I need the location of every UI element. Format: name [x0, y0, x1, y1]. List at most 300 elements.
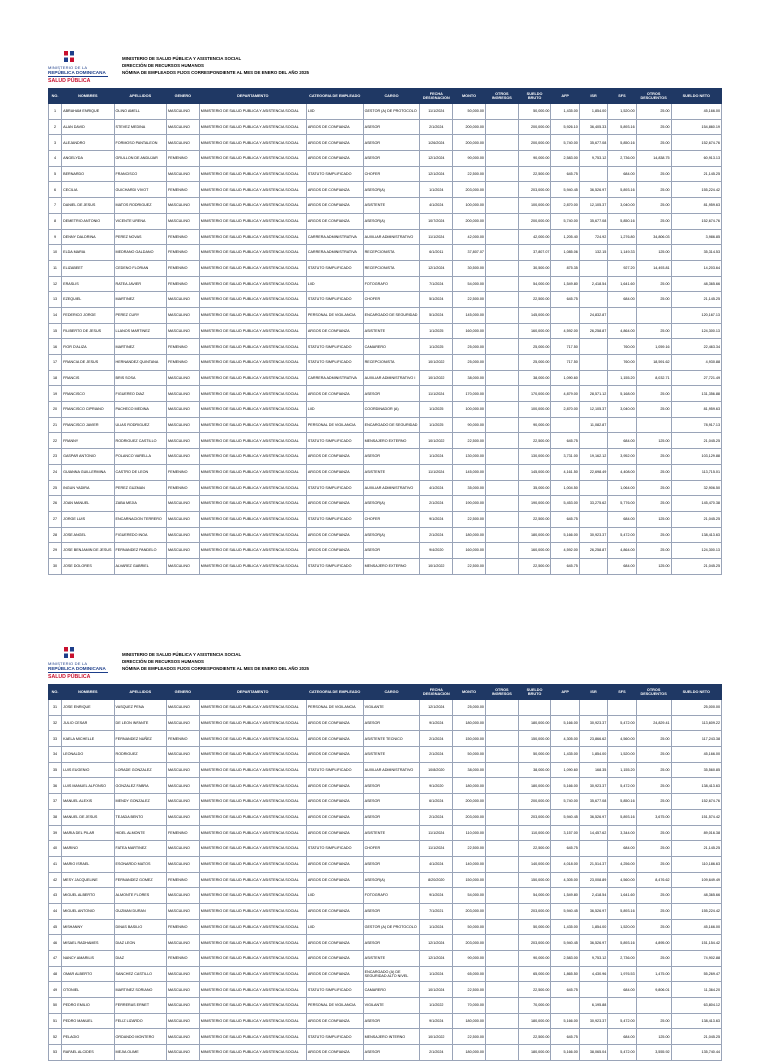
- cell-otros-ingresos: [485, 276, 518, 292]
- cell-isr: [579, 700, 607, 716]
- cell-sueldo-neto: 81,959.63: [671, 198, 721, 214]
- table-row: [49, 323, 722, 339]
- cell-no: 53: [49, 1045, 62, 1061]
- cell-departamento: MINISTERIO DE SALUD PUBLICA Y ASISTENCIA SOCIAL: [199, 292, 306, 308]
- cell-monto: 50,000.00: [453, 104, 486, 120]
- cell-sueldo-bruto: 37,807.07: [518, 245, 551, 261]
- cell-departamento: MINISTERIO DE SALUD PUBLICA Y ASISTENCIA SOCIAL: [199, 794, 306, 810]
- cell-afp: 4,161.50: [551, 464, 579, 480]
- cell-otros-ingresos: [485, 496, 518, 512]
- cell-afp: 5,940.45: [551, 182, 579, 198]
- cell-no: 42: [49, 872, 62, 888]
- cell-cargo: ASESOR: [363, 386, 420, 402]
- cell-apellidos: HIDEL ALMONTE: [114, 825, 166, 841]
- cell-fecha: 2/1/2024: [420, 809, 453, 825]
- cell-categoria: ARGOS DE CONFIANZA: [306, 951, 363, 967]
- cell-fecha: 1/1/2024: [420, 966, 453, 982]
- cell-cargo: ASISTENTE: [363, 464, 420, 480]
- cell-otros-ingresos: [485, 213, 518, 229]
- cell-cargo: ASESOR: [363, 778, 420, 794]
- cell-apellidos: FERRERAS ERNET: [114, 998, 166, 1014]
- cell-apellidos: VICENTE URENA: [114, 213, 166, 229]
- header-text: [122, 55, 309, 76]
- column-header-categoria: CATEGORIA DE EMPLEADO: [306, 685, 363, 700]
- table-row: [49, 464, 722, 480]
- cell-sueldo-neto: 117,243.38: [671, 731, 721, 747]
- department-name: DIRECCIÓN DE RECURSOS HUMANOS: [122, 63, 204, 68]
- cell-otros-descuentos: 25.00: [636, 778, 671, 794]
- cell-otros-descuentos: 25.00: [636, 951, 671, 967]
- cell-sueldo-bruto: 22,500.00: [518, 292, 551, 308]
- cell-monto: 140,000.00: [453, 856, 486, 872]
- cell-departamento: MINISTERIO DE SALUD PUBLICA Y ASISTENCIA SOCIAL: [199, 433, 306, 449]
- cell-categoria: ARGOS DE CONFIANZA: [306, 747, 363, 763]
- payroll-page-1: [0, 50, 768, 569]
- cell-sueldo-bruto: 180,000.00: [518, 1045, 551, 1061]
- cell-fecha: 12/1/2024: [420, 935, 453, 951]
- cell-genero: MASCULINO: [166, 856, 199, 872]
- cell-departamento: MINISTERIO DE SALUD PUBLICA Y ASISTENCIA SOCIAL: [199, 480, 306, 496]
- cell-no: 34: [49, 747, 62, 763]
- cell-isr: 1,854.00: [579, 104, 607, 120]
- cell-genero: MASCULINO: [166, 998, 199, 1014]
- cell-cargo: RECEPCIONISTA: [363, 260, 420, 276]
- table-row: [49, 166, 722, 182]
- cell-apellidos: ZABA MEJIA: [114, 496, 166, 512]
- cell-monto: 22,500.00: [453, 433, 486, 449]
- logo-text-top: MINISTERIO DE LA: [48, 661, 88, 666]
- cell-genero: MASCULINO: [166, 511, 199, 527]
- column-header-isr: ISR: [579, 685, 607, 700]
- cell-otros-ingresos: [485, 151, 518, 167]
- cell-apellidos: DIAZ: [114, 951, 166, 967]
- cell-no: 20: [49, 402, 62, 418]
- cell-isr: 30,923.37: [579, 1013, 607, 1029]
- cell-otros-descuentos: 25.00: [636, 762, 671, 778]
- cell-cargo: GESTOR (A) DE PROTOCOLO: [363, 919, 420, 935]
- table-row: [49, 903, 722, 919]
- table-row: [49, 747, 722, 763]
- cell-categoria: PERSONAL DE VIGILANCIA: [306, 700, 363, 716]
- cell-sueldo-neto: 155,224.42: [671, 182, 721, 198]
- cell-cargo: RECEPCIONISTA: [363, 355, 420, 371]
- cell-departamento: MINISTERIO DE SALUD PUBLICA Y ASISTENCIA SOCIAL: [199, 355, 306, 371]
- cell-monto: 25,000.00: [453, 339, 486, 355]
- cell-otros-ingresos: [485, 715, 518, 731]
- cell-departamento: MINISTERIO DE SALUD PUBLICA Y ASISTENCIA SOCIAL: [199, 1029, 306, 1045]
- cell-sueldo-neto: 152,674.76: [671, 135, 721, 151]
- cell-afp: 5,940.45: [551, 809, 579, 825]
- cell-nombres: NANCY AMARILIS: [62, 951, 114, 967]
- cell-afp: 5,740.00: [551, 794, 579, 810]
- cell-otros-descuentos: 25.00: [636, 119, 671, 135]
- cell-fecha: 10/1/2022: [420, 433, 453, 449]
- cell-apellidos: STEVEZ MEDINA: [114, 119, 166, 135]
- cell-categoria: STATUTO SIMPLIFICADO: [306, 292, 363, 308]
- cell-otros-ingresos: [485, 825, 518, 841]
- cell-afp: 1,090.60: [551, 762, 579, 778]
- cell-sueldo-neto: 25,000.00: [671, 700, 721, 716]
- table-header-row: [49, 89, 722, 104]
- cell-sueldo-neto: 138,413.63: [671, 778, 721, 794]
- cell-sueldo-bruto: 50,000.00: [518, 104, 551, 120]
- cell-departamento: MINISTERIO DE SALUD PUBLICA Y ASISTENCIA SOCIAL: [199, 762, 306, 778]
- cell-monto: 200,000.00: [453, 213, 486, 229]
- cell-nombres: ALEJANDRO: [62, 135, 114, 151]
- cell-sfs: 5,893.16: [608, 903, 636, 919]
- cell-fecha: 2/1/2024: [420, 119, 453, 135]
- cell-fecha: 9/4/2020: [420, 543, 453, 559]
- cell-sfs: [608, 417, 636, 433]
- cell-monto: 54,000.00: [453, 276, 486, 292]
- cell-nombres: KAELA MICHELLE: [62, 731, 114, 747]
- cell-sfs: 4,864.00: [608, 543, 636, 559]
- cell-afp: 875.35: [551, 260, 579, 276]
- table-row: [49, 1029, 722, 1045]
- cell-cargo: ASESOR: [363, 809, 420, 825]
- cell-sueldo-bruto: 70,000.00: [518, 998, 551, 1014]
- cell-fecha: 4/1/2024: [420, 198, 453, 214]
- cell-categoria: ARGOS DE CONFIANZA: [306, 715, 363, 731]
- cell-monto: 22,500.00: [453, 511, 486, 527]
- cell-sueldo-bruto: 22,500.00: [518, 511, 551, 527]
- cell-isr: 30,923.37: [579, 527, 607, 543]
- cell-fecha: 11/1/2024: [420, 464, 453, 480]
- column-header-fecha: FECHA DESIGNACION: [420, 685, 453, 700]
- cell-sfs: 1,520.00: [608, 104, 636, 120]
- cell-cargo: COORDINADOR (A): [363, 402, 420, 418]
- cell-fecha: 8/20/2020: [420, 872, 453, 888]
- cell-isr: 33,275.62: [579, 496, 607, 512]
- cell-apellidos: DINAS BASILIO: [114, 919, 166, 935]
- cell-no: 51: [49, 1013, 62, 1029]
- cell-sfs: 5,893.16: [608, 935, 636, 951]
- cell-cargo: ASESOR: [363, 449, 420, 465]
- cell-otros-descuentos: 25.00: [636, 213, 671, 229]
- cell-monto: 70,000.00: [453, 998, 486, 1014]
- cell-sueldo-bruto: 54,000.00: [518, 276, 551, 292]
- cell-sueldo-neto: 21,145.25: [671, 841, 721, 857]
- cell-departamento: MINISTERIO DE SALUD PUBLICA Y ASISTENCIA SOCIAL: [199, 747, 306, 763]
- cell-sfs: 5,472.00: [608, 527, 636, 543]
- cell-afp: 5,740.00: [551, 213, 579, 229]
- cell-afp: 5,453.00: [551, 496, 579, 512]
- cell-sueldo-bruto: 90,000.00: [518, 951, 551, 967]
- cell-otros-descuentos: 25.00: [636, 1013, 671, 1029]
- cell-otros-ingresos: [485, 1013, 518, 1029]
- cell-isr: 35,677.08: [579, 213, 607, 229]
- cell-otros-descuentos: 25.00: [636, 464, 671, 480]
- cell-cargo: CHOFER: [363, 292, 420, 308]
- cell-no: 8: [49, 213, 62, 229]
- cell-fecha: 9/1/2024: [420, 888, 453, 904]
- table-row: [49, 198, 722, 214]
- cell-departamento: MINISTERIO DE SALUD PUBLICA Y ASISTENCIA SOCIAL: [199, 198, 306, 214]
- column-header-genero: GENERO: [166, 89, 199, 104]
- cell-genero: MASCULINO: [166, 543, 199, 559]
- cell-no: 23: [49, 449, 62, 465]
- cell-isr: 22,698.49: [579, 464, 607, 480]
- cell-afp: 5,926.10: [551, 119, 579, 135]
- cell-nombres: MIGUEL ANTONIO: [62, 903, 114, 919]
- cell-no: 1: [49, 104, 62, 120]
- cell-sueldo-neto: 45,166.00: [671, 919, 721, 935]
- cell-monto: 180,000.00: [453, 778, 486, 794]
- cell-afp: 645.75: [551, 292, 579, 308]
- payroll-table: [48, 684, 722, 1061]
- cell-sueldo-neto: 35,314.53: [671, 245, 721, 261]
- table-row: [49, 935, 722, 951]
- cell-fecha: 9/1/2024: [420, 715, 453, 731]
- cell-otros-descuentos: 25.00: [636, 386, 671, 402]
- cell-sfs: 1,520.00: [608, 747, 636, 763]
- cell-categoria: ARGOS DE CONFIANZA: [306, 119, 363, 135]
- cell-monto: 90,000.00: [453, 417, 486, 433]
- cell-otros-descuentos: 125.00: [636, 1029, 671, 1045]
- cell-isr: 1,854.00: [579, 919, 607, 935]
- cell-sueldo-neto: 21,045.25: [671, 1029, 721, 1045]
- cell-sueldo-bruto: 170,000.00: [518, 386, 551, 402]
- cell-monto: 38,000.00: [453, 370, 486, 386]
- cell-sueldo-neto: 4,930.88: [671, 355, 721, 371]
- table-row: [49, 260, 722, 276]
- cell-afp: 1,090.60: [551, 370, 579, 386]
- cell-otros-ingresos: [485, 464, 518, 480]
- cell-apellidos: CEDENO FLORIAN: [114, 260, 166, 276]
- cell-sueldo-bruto: 160,000.00: [518, 323, 551, 339]
- cell-isr: [579, 480, 607, 496]
- cell-sueldo-bruto: 203,000.00: [518, 182, 551, 198]
- cell-sueldo-neto: 120,167.13: [671, 307, 721, 323]
- cell-categoria: PERSONAL DE VIGILANCIA: [306, 417, 363, 433]
- table-row: [49, 543, 722, 559]
- cell-sueldo-neto: 48,365.66: [671, 276, 721, 292]
- header-text: [122, 651, 309, 672]
- cell-sueldo-neto: 113,715.01: [671, 464, 721, 480]
- cell-monto: 100,000.00: [453, 198, 486, 214]
- cell-sfs: 5,893.16: [608, 119, 636, 135]
- cell-apellidos: MATOS RODRIGUEZ: [114, 198, 166, 214]
- table-row: [49, 794, 722, 810]
- table-row: [49, 213, 722, 229]
- cell-departamento: MINISTERIO DE SALUD PUBLICA Y ASISTENCIA SOCIAL: [199, 151, 306, 167]
- cell-sfs: 1,976.53: [608, 966, 636, 982]
- column-header-nombres: NOMBRES: [62, 685, 114, 700]
- cell-genero: MASCULINO: [166, 966, 199, 982]
- cell-fecha: 1/1/2024: [420, 182, 453, 198]
- cell-isr: [579, 433, 607, 449]
- cell-categoria: ARGOS DE CONFIANZA: [306, 809, 363, 825]
- cell-monto: 180,000.00: [453, 1045, 486, 1061]
- cell-nombres: DANIEL DE JESUS: [62, 198, 114, 214]
- cell-afp: 2,870.00: [551, 198, 579, 214]
- cell-fecha: 6/1/2024: [420, 794, 453, 810]
- cell-nombres: OTONIEL: [62, 982, 114, 998]
- cell-genero: FEMENINO: [166, 245, 199, 261]
- cell-apellidos: PACHECO MEDINA: [114, 402, 166, 418]
- cell-fecha: 10/1/2022: [420, 558, 453, 574]
- cell-otros-ingresos: [485, 951, 518, 967]
- cell-apellidos: ALVAREZ GABRIEL: [114, 558, 166, 574]
- cell-apellidos: TEJADA BENTO: [114, 809, 166, 825]
- cell-no: 17: [49, 355, 62, 371]
- cell-genero: FEMENINO: [166, 355, 199, 371]
- cell-sfs: 5,850.16: [608, 794, 636, 810]
- cell-otros-ingresos: [485, 903, 518, 919]
- cell-categoria: STATUTO SIMPLIFICADO: [306, 841, 363, 857]
- cell-sueldo-neto: 155,224.42: [671, 903, 721, 919]
- column-header-otros-ingresos: OTROS INGRESOS: [485, 89, 518, 104]
- cell-otros-ingresos: [485, 809, 518, 825]
- cell-sueldo-neto: 63,804.12: [671, 998, 721, 1014]
- cell-apellidos: RODRIGUEZ CASTILLO: [114, 433, 166, 449]
- cell-categoria: ARGOS DE CONFIANZA: [306, 386, 363, 402]
- cell-otros-descuentos: 1,059.16: [636, 339, 671, 355]
- cell-otros-ingresos: [485, 982, 518, 998]
- cell-cargo: AUXILIAR ADMINISTRATIVO: [363, 762, 420, 778]
- cell-sfs: 684.00: [608, 982, 636, 998]
- cell-isr: 30,923.37: [579, 715, 607, 731]
- cell-no: 30: [49, 558, 62, 574]
- cell-monto: 25,000.00: [453, 700, 486, 716]
- cell-categoria: LIID: [306, 919, 363, 935]
- cell-apellidos: GUICHARDI VIVOT: [114, 182, 166, 198]
- cell-afp: 1,205.40: [551, 229, 579, 245]
- cell-afp: [551, 307, 579, 323]
- cell-categoria: ARGOS DE CONFIANZA: [306, 872, 363, 888]
- column-header-departamento: DEPARTAMENTO: [199, 89, 306, 104]
- cell-otros-descuentos: 125.00: [636, 433, 671, 449]
- cell-otros-descuentos: 25.00: [636, 104, 671, 120]
- cell-sfs: 1,155.20: [608, 762, 636, 778]
- cell-no: 31: [49, 700, 62, 716]
- cell-afp: 645.75: [551, 511, 579, 527]
- cell-departamento: MINISTERIO DE SALUD PUBLICA Y ASISTENCIA SOCIAL: [199, 464, 306, 480]
- cell-sueldo-neto: 109,649.49: [671, 872, 721, 888]
- cell-categoria: CARRERA ADMINISTRATIVA: [306, 229, 363, 245]
- cell-sfs: 5,168.00: [608, 386, 636, 402]
- cell-sueldo-neto: 60,913.13: [671, 151, 721, 167]
- cell-cargo: ASESOR(A): [363, 182, 420, 198]
- cell-sfs: 1,276.80: [608, 229, 636, 245]
- cell-nombres: FRANCIS: [62, 370, 114, 386]
- table-row: [49, 715, 722, 731]
- table-row: [49, 433, 722, 449]
- cell-otros-ingresos: [485, 731, 518, 747]
- cell-nombres: ERASLIS: [62, 276, 114, 292]
- cell-departamento: MINISTERIO DE SALUD PUBLICA Y ASISTENCIA SOCIAL: [199, 778, 306, 794]
- cell-nombres: GASPAR ANTONIO: [62, 449, 114, 465]
- cell-genero: MASCULINO: [166, 402, 199, 418]
- cell-categoria: LIID: [306, 276, 363, 292]
- cell-genero: MASCULINO: [166, 700, 199, 716]
- cell-afp: 645.75: [551, 1029, 579, 1045]
- cell-cargo: ASESOR(A): [363, 496, 420, 512]
- cell-nombres: CECILIA: [62, 182, 114, 198]
- cell-otros-ingresos: [485, 198, 518, 214]
- cell-sueldo-neto: 35,560.85: [671, 762, 721, 778]
- cell-categoria: ARGOS DE CONFIANZA: [306, 213, 363, 229]
- cell-genero: MASCULINO: [166, 1013, 199, 1029]
- cell-genero: MASCULINO: [166, 198, 199, 214]
- cell-sfs: [608, 700, 636, 716]
- cell-otros-ingresos: [485, 966, 518, 982]
- cell-isr: 168.35: [579, 762, 607, 778]
- cell-cargo: CHOFER: [363, 511, 420, 527]
- cell-departamento: MINISTERIO DE SALUD PUBLICA Y ASISTENCIA SOCIAL: [199, 825, 306, 841]
- column-header-monto: MONTO: [453, 89, 486, 104]
- cell-sfs: 5,850.16: [608, 213, 636, 229]
- cell-apellidos: PEREZ NOVAS: [114, 229, 166, 245]
- cell-departamento: MINISTERIO DE SALUD PUBLICA Y ASISTENCIA SOCIAL: [199, 182, 306, 198]
- cell-monto: 37,807.07: [453, 245, 486, 261]
- cell-nombres: ANGELYDA: [62, 151, 114, 167]
- cell-otros-ingresos: [485, 558, 518, 574]
- cell-categoria: STATUTO SIMPLIFICADO: [306, 166, 363, 182]
- cell-genero: MASCULINO: [166, 982, 199, 998]
- cell-sueldo-bruto: 22,500.00: [518, 1029, 551, 1045]
- cell-monto: 22,500.00: [453, 841, 486, 857]
- cell-departamento: MINISTERIO DE SALUD PUBLICA Y ASISTENCIA SOCIAL: [199, 104, 306, 120]
- cell-categoria: STATUTO SIMPLIFICADO: [306, 982, 363, 998]
- cell-cargo: FOTOGRAFO: [363, 276, 420, 292]
- cell-otros-descuentos: 25.00: [636, 888, 671, 904]
- column-header-isr: ISR: [579, 89, 607, 104]
- cell-cargo: VIGILANTE: [363, 998, 420, 1014]
- cell-sueldo-bruto: 22,500.00: [518, 558, 551, 574]
- cell-fecha: 11/1/2024: [420, 825, 453, 841]
- cell-genero: FEMENINO: [166, 872, 199, 888]
- cell-monto: 130,000.00: [453, 449, 486, 465]
- cell-afp: 1,435.00: [551, 104, 579, 120]
- cell-otros-descuentos: 8,476.62: [636, 872, 671, 888]
- cell-otros-descuentos: 125.00: [636, 245, 671, 261]
- cell-otros-descuentos: 25.00: [636, 747, 671, 763]
- cell-fecha: 12/1/2024: [420, 166, 453, 182]
- ministry-name: MINISTERIO DE SALUD PÚBLICA Y ASISTENCIA SOCIAL: [122, 56, 242, 61]
- cell-apellidos: ENCARNACION TERRERO: [114, 511, 166, 527]
- cell-apellidos: FERNANDEZ NUÑEZ: [114, 731, 166, 747]
- cell-apellidos: POLANCO VARELLA: [114, 449, 166, 465]
- cell-monto: 50,000.00: [453, 747, 486, 763]
- cell-afp: 1,435.00: [551, 919, 579, 935]
- cell-cargo: AUXILIAR ADMINISTRATIVO: [363, 229, 420, 245]
- cell-genero: FEMENINO: [166, 339, 199, 355]
- cell-no: 44: [49, 903, 62, 919]
- cell-otros-ingresos: [485, 762, 518, 778]
- logo-divider: [48, 672, 108, 673]
- cell-categoria: ARGOS DE CONFIANZA: [306, 464, 363, 480]
- cell-cargo: ENCARGADO (A) DE SEGURIDAD ALTO NIVEL: [363, 966, 420, 982]
- cell-no: 40: [49, 841, 62, 857]
- cell-categoria: ARGOS DE CONFIANZA: [306, 935, 363, 951]
- table-row: [49, 292, 722, 308]
- cell-nombres: MESY JACQUELINE: [62, 872, 114, 888]
- cell-genero: MASCULINO: [166, 747, 199, 763]
- cell-otros-descuentos: 25.00: [636, 543, 671, 559]
- cell-no: 46: [49, 935, 62, 951]
- cell-genero: FEMENINO: [166, 182, 199, 198]
- cell-cargo: ASESOR(A): [363, 213, 420, 229]
- cell-fecha: 10/1/2024: [420, 982, 453, 998]
- cell-departamento: MINISTERIO DE SALUD PUBLICA Y ASISTENCIA SOCIAL: [199, 715, 306, 731]
- cell-cargo: ASISTENTE: [363, 951, 420, 967]
- cell-monto: 54,000.00: [453, 888, 486, 904]
- cell-fecha: 10/1/2022: [420, 355, 453, 371]
- cell-afp: 1,865.50: [551, 966, 579, 982]
- cell-departamento: MINISTERIO DE SALUD PUBLICA Y ASISTENCIA SOCIAL: [199, 511, 306, 527]
- cell-fecha: 10/7/2024: [420, 213, 453, 229]
